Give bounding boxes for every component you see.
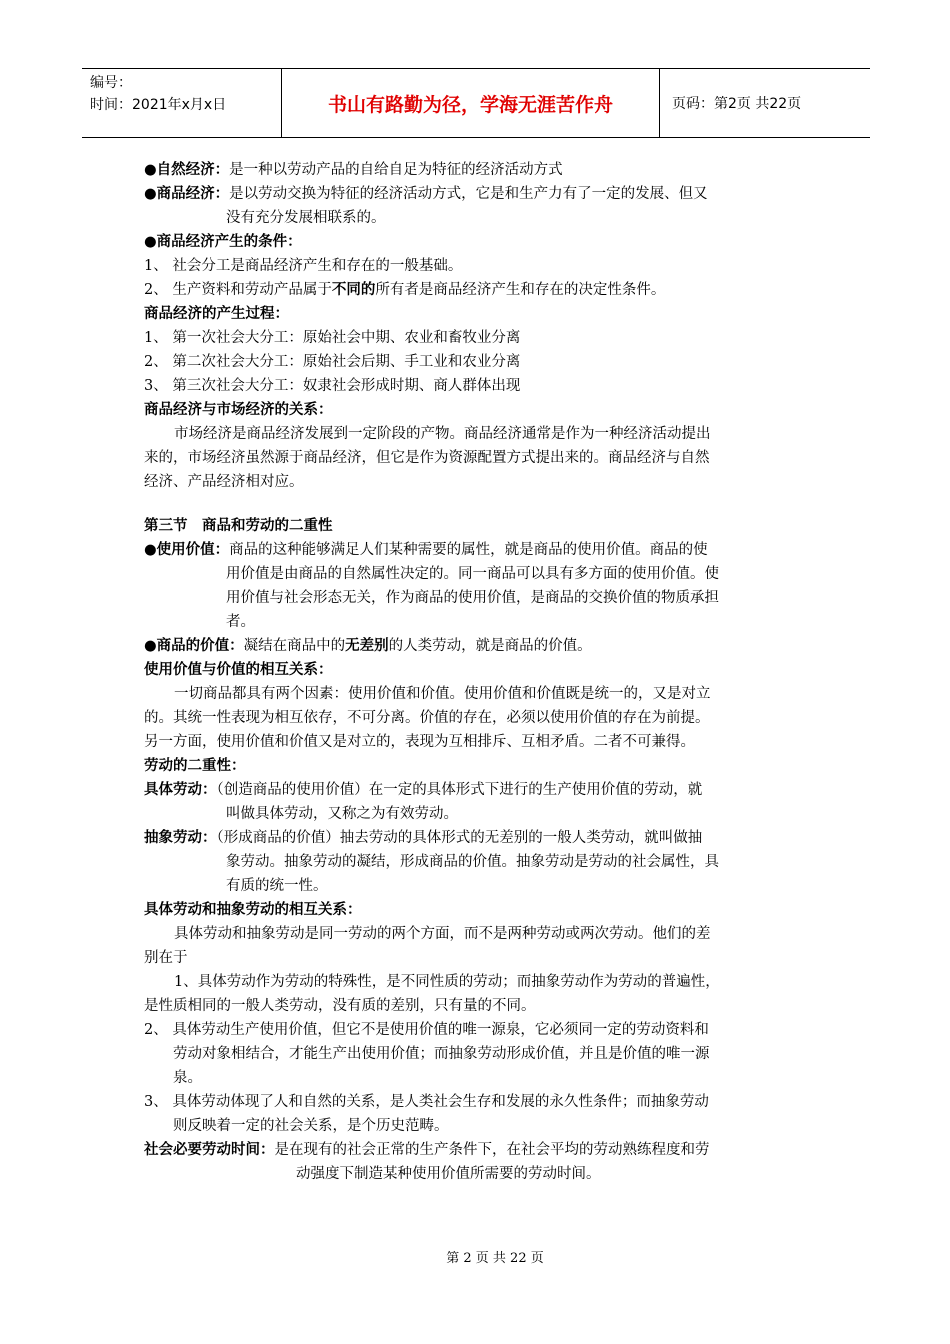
text-line: 没有充分发展相联系的。 [226, 210, 386, 226]
term-label: 社会必要劳动时间： [144, 1142, 275, 1158]
header-motto: 书山有路勤为径，学海无涯苦作舟 [282, 69, 660, 137]
term-definition: （形成商品的价值）抽去劳动的具体形式的无差别的一般人类劳动，就叫做抽 [216, 830, 703, 846]
text-line: 一切商品都具有两个因素：使用价值和价值。使用价值和价值既是统一的，又是对立 [174, 686, 711, 702]
text-span: 所有者是商品经济产生和存在的决定性条件。 [375, 282, 666, 298]
document-body [144, 158, 810, 1186]
text-line: 是性质相同的一般人类劳动，没有质的差别，只有量的不同。 [144, 998, 536, 1014]
term-label: ●商品的价值： [144, 638, 244, 654]
text-span: 2、 生产资料和劳动产品属于 [144, 282, 332, 298]
paragraph-commodity-economy [144, 182, 810, 206]
section-title: 第三节 商品和劳动的二重性 [144, 518, 333, 534]
paragraph-natural-economy [144, 158, 810, 182]
list-item: 2、 具体劳动生产使用价值，但它不是使用价值的唯一源泉，它必须同一定的劳动资料和 [144, 1022, 709, 1038]
paragraph-socially-necessary-labor-time [144, 1138, 810, 1162]
subheading: 具体劳动和抽象劳动的相互关系： [144, 902, 362, 918]
document-number-label: 编号： [90, 75, 132, 91]
emphasis-text: 不同的 [331, 282, 376, 298]
text-line: 具体劳动和抽象劳动是同一劳动的两个方面，而不是两种劳动或两次劳动。他们的差 [174, 926, 711, 942]
term-definition: 是一种以劳动产品的自给自足为特征的经济活动方式 [229, 162, 563, 178]
subheading: 商品经济的产生过程： [144, 306, 289, 322]
term-label: ●自然经济： [144, 162, 230, 178]
page-footer: 第 2 页 共 22 页 [446, 1251, 544, 1266]
text-line: 经济、产品经济相对应。 [144, 474, 304, 490]
list-item: 2、 第二次社会大分工：原始社会后期、手工业和农业分离 [144, 354, 521, 370]
paragraph-abstract-labor [144, 826, 810, 850]
list-item: 3、 具体劳动体现了人和自然的关系，是人类社会生存和发展的永久性条件；而抽象劳动 [144, 1094, 709, 1110]
term-label: 具体劳动： [144, 782, 217, 798]
text-line: 象劳动。抽象劳动的凝结，形成商品的价值。抽象劳动是劳动的社会属性，具 [226, 854, 719, 870]
subheading: 使用价值与价值的相互关系： [144, 662, 333, 678]
term-definition: （创造商品的使用价值）在一定的具体形式下进行的生产使用价值的劳动，就 [216, 782, 703, 798]
text-line: 用价值与社会形态无关，作为商品的使用价值，是商品的交换价值的物质承担 [226, 590, 719, 606]
text-line: 叫做具体劳动，又称之为有效劳动。 [226, 806, 458, 822]
paragraph-concrete-labor [144, 778, 810, 802]
text-span: 的人类劳动，就是商品的价值。 [388, 638, 592, 654]
header-page-info: 页码：第2页 共22页 [672, 96, 802, 112]
term-label: 抽象劳动： [144, 830, 217, 846]
subheading: ●商品经济产生的条件： [144, 234, 302, 250]
text-line: 别在于 [144, 950, 188, 966]
term-definition: 是以劳动交换为特征的经济活动方式，它是和生产力有了一定的发展、但又 [229, 186, 708, 202]
text-span: 凝结在商品中的 [243, 638, 346, 654]
emphasis-text: 无差别 [345, 638, 389, 654]
term-label: ●使用价值： [144, 542, 230, 558]
text-line: 劳动对象相结合，才能生产出使用价值；而抽象劳动形成价值，并且是价值的唯一源 [173, 1046, 710, 1062]
subheading: 劳动的二重性： [144, 758, 246, 774]
spacer [144, 494, 810, 514]
text-line: 者。 [226, 614, 255, 630]
document-time-label: 时间：2021年x月x日 [90, 97, 227, 113]
term-definition: 商品的这种能够满足人们某种需要的属性，就是商品的使用价值。商品的使 [229, 542, 708, 558]
text-line: 动强度下制造某种使用价值所需要的劳动时间。 [296, 1166, 601, 1182]
text-line: 的。其统一性表现为相互依存，不可分离。价值的存在，必须以使用价值的存在为前提。 [144, 710, 710, 726]
paragraph-commodity-value [144, 634, 810, 658]
list-item: 1、 社会分工是商品经济产生和存在的一般基础。 [144, 258, 463, 274]
text-line: 则反映着一定的社会关系，是个历史范畴。 [173, 1118, 449, 1134]
list-item [144, 278, 810, 302]
text-line: 来的，市场经济虽然源于商品经济，但它是作为资源配置方式提出来的。商品经济与自然 [144, 450, 710, 466]
list-item: 1、具体劳动作为劳动的特殊性，是不同性质的劳动；而抽象劳动作为劳动的普遍性， [174, 974, 720, 990]
term-label: ●商品经济： [144, 186, 230, 202]
list-item: 1、 第一次社会大分工：原始社会中期、农业和畜牧业分离 [144, 330, 521, 346]
text-line: 有质的统一性。 [226, 878, 328, 894]
term-definition: 是在现有的社会正常的生产条件下，在社会平均的劳动熟练程度和劳 [274, 1142, 710, 1158]
text-line: 泉。 [173, 1070, 202, 1086]
subheading: 商品经济与市场经济的关系： [144, 402, 333, 418]
paragraph-use-value [144, 538, 810, 562]
page-header [82, 68, 870, 138]
text-line: 用价值是由商品的自然属性决定的。同一商品可以具有多方面的使用价值。使 [226, 566, 719, 582]
text-line: 市场经济是商品经济发展到一定阶段的产物。商品经济通常是作为一种经济活动提出 [174, 426, 711, 442]
text-line: 另一方面，使用价值和价值又是对立的，表现为互相排斥、互相矛盾。二者不可兼得。 [144, 734, 695, 750]
header-meta [82, 69, 282, 137]
list-item: 3、 第三次社会大分工：奴隶社会形成时期、商人群体出现 [144, 378, 521, 394]
